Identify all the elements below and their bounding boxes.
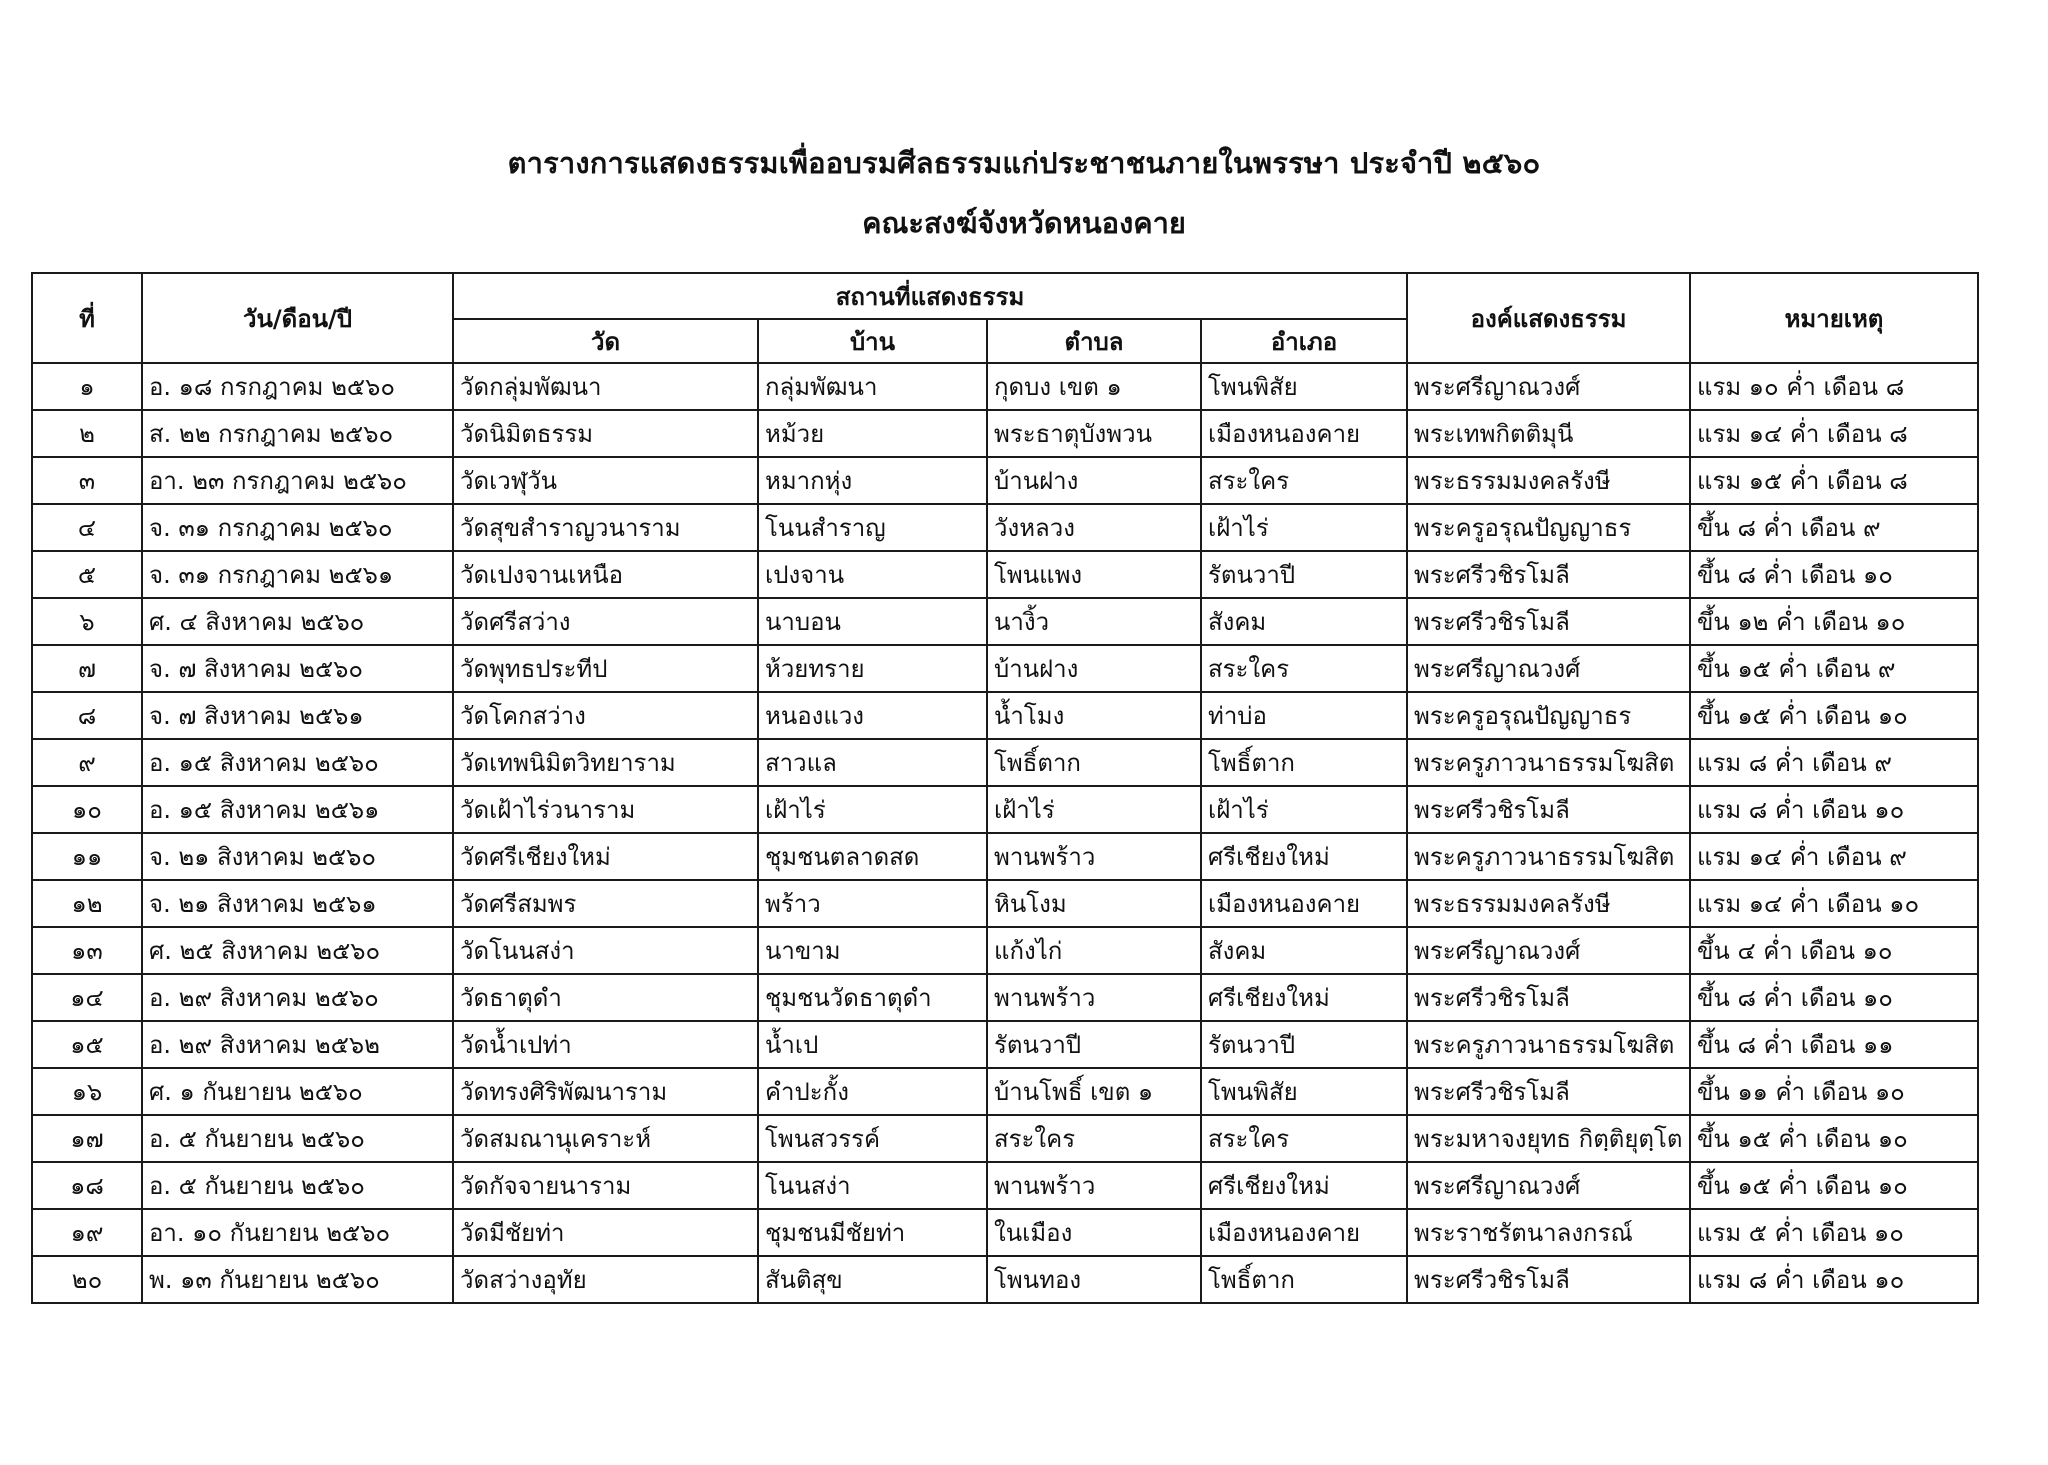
table-row [32,786,1978,833]
table-row [32,551,1978,598]
cell-note: แรม ๑๔ ค่ำ เดือน ๙ [1690,833,1978,880]
cell-date: ศ. ๔ สิงหาคม ๒๕๖๐ [142,598,453,645]
cell-temple: วัดโคกสว่าง [453,692,758,739]
cell-note: แรม ๘ ค่ำ เดือน ๑๐ [1690,1256,1978,1303]
table-row [32,1209,1978,1256]
cell-district: ท่าบ่อ [1201,692,1407,739]
cell-subdistrict: วังหลวง [987,504,1201,551]
cell-preacher: พระธรรมมงคลรังษี [1407,457,1690,504]
cell-temple: วัดศรีสว่าง [453,598,758,645]
cell-preacher: พระศรีวชิรโมลี [1407,551,1690,598]
cell-temple: วัดทรงศิริพัฒนาราม [453,1068,758,1115]
cell-date: จ. ๗ สิงหาคม ๒๕๖๑ [142,692,453,739]
table-row [32,739,1978,786]
cell-temple: วัดศรีสมพร [453,880,758,927]
cell-district: โพธิ์ตาก [1201,1256,1407,1303]
cell-village: เฝ้าไร่ [758,786,987,833]
cell-village: หม้วย [758,410,987,457]
cell-village: เปงจาน [758,551,987,598]
cell-note: ขึ้น ๑๕ ค่ำ เดือน ๑๐ [1690,1115,1978,1162]
cell-district: เฝ้าไร่ [1201,786,1407,833]
cell-no: ๑๓ [32,927,142,974]
cell-date: พ. ๑๓ กันยายน ๒๕๖๐ [142,1256,453,1303]
cell-preacher: พระศรีวชิรโมลี [1407,1068,1690,1115]
table-row [32,645,1978,692]
table-row [32,1021,1978,1068]
cell-no: ๒๐ [32,1256,142,1303]
cell-subdistrict: โพนทอง [987,1256,1201,1303]
cell-no: ๕ [32,551,142,598]
cell-preacher: พระครูอรุณปัญญาธร [1407,692,1690,739]
cell-no: ๑ [32,363,142,410]
cell-date: จ. ๓๑ กรกฎาคม ๒๕๖๑ [142,551,453,598]
cell-village: คำปะกั้ง [758,1068,987,1115]
cell-date: อ. ๕ กันยายน ๒๕๖๐ [142,1115,453,1162]
cell-temple: วัดเวฬุวัน [453,457,758,504]
cell-village: ห้วยทราย [758,645,987,692]
cell-date: ศ. ๒๕ สิงหาคม ๒๕๖๐ [142,927,453,974]
table-row [32,1068,1978,1115]
cell-note: แรม ๑๕ ค่ำ เดือน ๘ [1690,457,1978,504]
cell-note: ขึ้น ๑๒ ค่ำ เดือน ๑๐ [1690,598,1978,645]
cell-preacher: พระศรีญาณวงศ์ [1407,363,1690,410]
cell-note: ขึ้น ๑๑ ค่ำ เดือน ๑๐ [1690,1068,1978,1115]
table-row [32,598,1978,645]
cell-temple: วัดสว่างอุทัย [453,1256,758,1303]
cell-village: โนนสำราญ [758,504,987,551]
cell-district: สังคม [1201,598,1407,645]
table-row [32,504,1978,551]
cell-date: อ. ๒๙ สิงหาคม ๒๕๖๐ [142,974,453,1021]
cell-temple: วัดกลุ่มพัฒนา [453,363,758,410]
cell-preacher: พระศรีวชิรโมลี [1407,786,1690,833]
cell-temple: วัดเฝ้าไร่วนาราม [453,786,758,833]
cell-preacher: พระศรีญาณวงศ์ [1407,645,1690,692]
table-row [32,1115,1978,1162]
cell-district: เมืองหนองคาย [1201,410,1407,457]
cell-no: ๘ [32,692,142,739]
cell-subdistrict: แก้งไก่ [987,927,1201,974]
cell-subdistrict: พานพร้าว [987,833,1201,880]
cell-district: รัตนวาปี [1201,551,1407,598]
cell-note: ขึ้น ๑๕ ค่ำ เดือน ๑๐ [1690,692,1978,739]
cell-date: อ. ๕ กันยายน ๒๕๖๐ [142,1162,453,1209]
cell-village: นาขาม [758,927,987,974]
cell-district: โพนพิสัย [1201,1068,1407,1115]
cell-date: อา. ๒๓ กรกฎาคม ๒๕๖๐ [142,457,453,504]
cell-note: ขึ้น ๑๕ ค่ำ เดือน ๙ [1690,645,1978,692]
table-row [32,974,1978,1021]
cell-no: ๑๗ [32,1115,142,1162]
cell-subdistrict: น้ำโมง [987,692,1201,739]
table-row [32,410,1978,457]
cell-preacher: พระเทพกิตติมุนี [1407,410,1690,457]
cell-temple: วัดมีชัยท่า [453,1209,758,1256]
table-row [32,833,1978,880]
cell-temple: วัดเทพนิมิตวิทยาราม [453,739,758,786]
table-row [32,1256,1978,1303]
cell-temple: วัดศรีเชียงใหม่ [453,833,758,880]
cell-no: ๖ [32,598,142,645]
cell-preacher: พระศรีวชิรโมลี [1407,974,1690,1021]
cell-preacher: พระครูภาวนาธรรมโฆสิต [1407,1021,1690,1068]
cell-village: ชุมชนวัดธาตุดำ [758,974,987,1021]
cell-district: เฝ้าไร่ [1201,504,1407,551]
cell-village: หมากหุ่ง [758,457,987,504]
cell-village: โพนสวรรค์ [758,1115,987,1162]
cell-date: จ. ๗ สิงหาคม ๒๕๖๐ [142,645,453,692]
cell-subdistrict: พานพร้าว [987,1162,1201,1209]
cell-no: ๑๔ [32,974,142,1021]
cell-note: ขึ้น ๘ ค่ำ เดือน ๙ [1690,504,1978,551]
cell-no: ๓ [32,457,142,504]
header-row-1 [32,273,1978,319]
cell-subdistrict: หินโงม [987,880,1201,927]
cell-subdistrict: บ้านโพธิ์ เขต ๑ [987,1068,1201,1115]
cell-date: ส. ๒๒ กรกฎาคม ๒๕๖๐ [142,410,453,457]
cell-district: สระใคร [1201,645,1407,692]
table-row [32,880,1978,927]
cell-village: สันติสุข [758,1256,987,1303]
cell-date: อ. ๒๙ สิงหาคม ๒๕๖๒ [142,1021,453,1068]
cell-district: เมืองหนองคาย [1201,880,1407,927]
cell-no: ๑๙ [32,1209,142,1256]
header-note: หมายเหตุ [1690,273,1978,363]
cell-temple: วัดน้ำเปท่า [453,1021,758,1068]
cell-note: ขึ้น ๘ ค่ำ เดือน ๑๐ [1690,974,1978,1021]
cell-subdistrict: บ้านฝาง [987,457,1201,504]
cell-note: แรม ๑๔ ค่ำ เดือน ๘ [1690,410,1978,457]
cell-subdistrict: รัตนวาปี [987,1021,1201,1068]
cell-temple: วัดกัจจายนาราม [453,1162,758,1209]
cell-village: ชุมชนมีชัยท่า [758,1209,987,1256]
cell-district: สังคม [1201,927,1407,974]
cell-village: พร้าว [758,880,987,927]
cell-no: ๒ [32,410,142,457]
cell-temple: วัดพุทธประทีป [453,645,758,692]
header-district: อำเภอ [1201,319,1407,363]
cell-preacher: พระมหาจงยุทธ กิตฺติยุตฺโต [1407,1115,1690,1162]
page-title: ตารางการแสดงธรรมเพื่ออบรมศีลธรรมแก่ประชาชนภายในพรรษา ประจำปี ๒๕๖๐ [507,146,1541,180]
cell-district: สระใคร [1201,457,1407,504]
cell-preacher: พระราชรัตนาลงกรณ์ [1407,1209,1690,1256]
cell-village: โนนสง่า [758,1162,987,1209]
header-preacher: องค์แสดงธรรม [1407,273,1690,363]
cell-preacher: พระครูภาวนาธรรมโฆสิต [1407,739,1690,786]
cell-preacher: พระครูอรุณปัญญาธร [1407,504,1690,551]
cell-subdistrict: สระใคร [987,1115,1201,1162]
cell-preacher: พระศรีญาณวงศ์ [1407,1162,1690,1209]
cell-no: ๑๐ [32,786,142,833]
table-row [32,457,1978,504]
cell-preacher: พระธรรมมงคลรังษี [1407,880,1690,927]
cell-no: ๑๕ [32,1021,142,1068]
cell-no: ๑๖ [32,1068,142,1115]
cell-note: ขึ้น ๘ ค่ำ เดือน ๑๑ [1690,1021,1978,1068]
cell-no: ๑๒ [32,880,142,927]
cell-note: แรม ๕ ค่ำ เดือน ๑๐ [1690,1209,1978,1256]
cell-date: จ. ๓๑ กรกฎาคม ๒๕๖๐ [142,504,453,551]
header-subdistrict: ตำบล [987,319,1201,363]
cell-subdistrict: นางิ้ว [987,598,1201,645]
table-row [32,1162,1978,1209]
cell-village: ชุมชนตลาดสด [758,833,987,880]
cell-preacher: พระศรีวชิรโมลี [1407,1256,1690,1303]
cell-village: สาวแล [758,739,987,786]
cell-note: แรม ๘ ค่ำ เดือน ๑๐ [1690,786,1978,833]
cell-subdistrict: โพธิ์ตาก [987,739,1201,786]
page-subtitle: คณะสงฆ์จังหวัดหนองคาย [862,206,1186,240]
cell-no: ๗ [32,645,142,692]
cell-district: ศรีเชียงใหม่ [1201,1162,1407,1209]
cell-village: หนองแวง [758,692,987,739]
cell-subdistrict: พระธาตุบังพวน [987,410,1201,457]
cell-district: โพนพิสัย [1201,363,1407,410]
cell-district: ศรีเชียงใหม่ [1201,833,1407,880]
cell-note: ขึ้น ๘ ค่ำ เดือน ๑๐ [1690,551,1978,598]
cell-subdistrict: บ้านฝาง [987,645,1201,692]
header-village: บ้าน [758,319,987,363]
table-body [32,363,1978,1303]
cell-district: โพธิ์ตาก [1201,739,1407,786]
cell-village: นาบอน [758,598,987,645]
cell-date: อ. ๑๕ สิงหาคม ๒๕๖๐ [142,739,453,786]
cell-date: จ. ๒๑ สิงหาคม ๒๕๖๑ [142,880,453,927]
cell-date: อา. ๑๐ กันยายน ๒๕๖๐ [142,1209,453,1256]
cell-subdistrict: พานพร้าว [987,974,1201,1021]
cell-no: ๔ [32,504,142,551]
cell-district: รัตนวาปี [1201,1021,1407,1068]
cell-preacher: พระครูภาวนาธรรมโฆสิต [1407,833,1690,880]
cell-note: แรม ๑๔ ค่ำ เดือน ๑๐ [1690,880,1978,927]
cell-temple: วัดเปงจานเหนือ [453,551,758,598]
cell-note: ขึ้น ๔ ค่ำ เดือน ๑๐ [1690,927,1978,974]
cell-preacher: พระศรีญาณวงศ์ [1407,927,1690,974]
cell-note: ขึ้น ๑๕ ค่ำ เดือน ๑๐ [1690,1162,1978,1209]
cell-subdistrict: โพนแพง [987,551,1201,598]
schedule-table [31,272,1979,1304]
header-no: ที่ [32,273,142,363]
header-venue: สถานที่แสดงธรรม [453,273,1407,319]
header-temple: วัด [453,319,758,363]
cell-temple: วัดธาตุดำ [453,974,758,1021]
cell-date: จ. ๒๑ สิงหาคม ๒๕๖๐ [142,833,453,880]
cell-subdistrict: ในเมือง [987,1209,1201,1256]
table-row [32,692,1978,739]
cell-district: ศรีเชียงใหม่ [1201,974,1407,1021]
table-row [32,927,1978,974]
cell-temple: วัดโนนสง่า [453,927,758,974]
table-row [32,363,1978,410]
cell-date: อ. ๑๘ กรกฎาคม ๒๕๖๐ [142,363,453,410]
cell-subdistrict: กุดบง เขต ๑ [987,363,1201,410]
cell-village: น้ำเป [758,1021,987,1068]
cell-district: เมืองหนองคาย [1201,1209,1407,1256]
header-date: วัน/ดือน/ปี [142,273,453,363]
cell-no: ๑๘ [32,1162,142,1209]
cell-district: สระใคร [1201,1115,1407,1162]
cell-preacher: พระศรีวชิรโมลี [1407,598,1690,645]
cell-no: ๙ [32,739,142,786]
cell-note: แรม ๑๐ ค่ำ เดือน ๘ [1690,363,1978,410]
cell-temple: วัดสมณานุเคราะห์ [453,1115,758,1162]
cell-date: ศ. ๑ กันยายน ๒๕๖๐ [142,1068,453,1115]
cell-no: ๑๑ [32,833,142,880]
cell-note: แรม ๘ ค่ำ เดือน ๙ [1690,739,1978,786]
cell-village: กลุ่มพัฒนา [758,363,987,410]
cell-temple: วัดสุขสำราญวนาราม [453,504,758,551]
cell-subdistrict: เฝ้าไร่ [987,786,1201,833]
cell-date: อ. ๑๕ สิงหาคม ๒๕๖๑ [142,786,453,833]
cell-temple: วัดนิมิตธรรม [453,410,758,457]
